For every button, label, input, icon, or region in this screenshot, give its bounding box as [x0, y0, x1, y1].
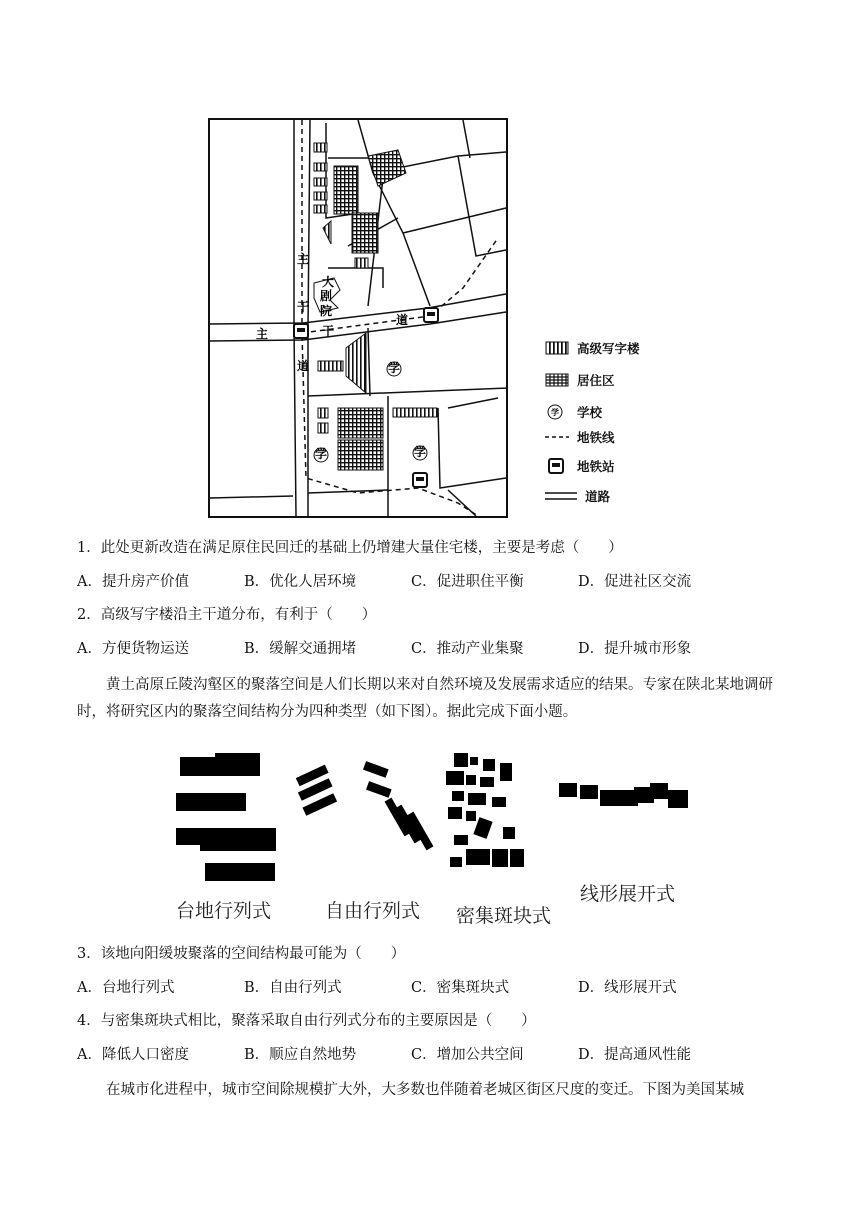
question-1-option-d[interactable]: D．促进社区交流: [578, 574, 692, 590]
svg-text:学: 学: [551, 408, 559, 417]
legend-office-label: 高级写字楼: [577, 341, 640, 356]
legend-subway-line-label: 地铁线: [577, 430, 615, 445]
label-terrace-rows: 台地行列式: [176, 900, 272, 922]
legend-office: [545, 338, 640, 358]
urban-renewal-map: [208, 118, 508, 518]
paragraph-loess-settlement: 黄土高原丘陵沟壑区的聚落空间是人们长期以来对自然环境及发展需求适应的结果。专家在陕北某地调研时，将研究区内的聚落空间结构分为四种类型（如下图）。据此完成下面小题。: [77, 677, 773, 720]
school-symbol-3: 学: [413, 445, 427, 459]
question-2-option-c[interactable]: C．推动产业集聚: [411, 641, 524, 657]
question-3-option-a[interactable]: A．台地行列式: [77, 980, 175, 996]
road-label-dao-v: 道: [296, 359, 310, 373]
school-icon: [545, 404, 569, 420]
office-icon: [545, 341, 569, 355]
label-dense-patches: 密集斑块式: [456, 905, 552, 927]
question-3-stem: 3．该地向阳缓坡聚落的空间结构最可能为（ ）: [77, 946, 406, 962]
question-3-option-d[interactable]: D．线形展开式: [578, 980, 677, 996]
pattern-free-rows: [296, 761, 434, 850]
label-free-rows: 自由行列式: [325, 900, 421, 922]
question-2-option-d[interactable]: D．提升城市形象: [578, 641, 692, 657]
legend-residential-label: 居住区: [577, 373, 615, 388]
paragraph-urbanization: 在城市化进程中，城市空间除规模扩大外，大多数也伴随着老城区街区尺度的变迁。下图为美国某城: [106, 1082, 744, 1098]
theater-label-2: 剧: [319, 289, 333, 303]
road-label-dao-h: 道: [395, 313, 409, 327]
question-2-option-b[interactable]: B．缓解交通拥堵: [244, 641, 357, 657]
subway-line-icon: [545, 430, 569, 444]
road-label-gan-v: 干: [296, 300, 310, 314]
question-1-option-c[interactable]: C．促进职住平衡: [411, 574, 524, 590]
legend-school: [545, 402, 602, 422]
question-2-stem: 2．高级写字楼沿主干道分布，有利于（ ）: [77, 607, 377, 623]
residential-icon: [545, 373, 569, 387]
pattern-dense-patches: [446, 753, 524, 867]
question-4-option-c[interactable]: C．增加公共空间: [411, 1047, 524, 1063]
label-linear-spread: 线形展开式: [580, 883, 676, 905]
legend-subway-station: [545, 456, 615, 476]
question-4-stem: 4．与密集斑块式相比，聚落采取自由行列式分布的主要原因是（ ）: [77, 1013, 536, 1029]
question-4-option-b[interactable]: B．顺应自然地势: [244, 1047, 357, 1063]
theater-label-3: 院: [319, 304, 333, 318]
school-symbol-2: 学: [314, 447, 328, 461]
question-4-option-d[interactable]: D．提高通风性能: [578, 1047, 692, 1063]
legend-school-label: 学校: [577, 405, 603, 420]
road-icon: [545, 489, 577, 503]
legend-subway-line: [545, 427, 615, 447]
question-1-option-b[interactable]: B．优化人居环境: [244, 574, 357, 590]
question-3-option-c[interactable]: C．密集斑块式: [411, 980, 510, 996]
pattern-terrace-rows: [176, 753, 276, 881]
road-label-main-v: 主: [296, 252, 310, 266]
theater-label-1: 大: [321, 275, 335, 289]
subway-station-icon: [545, 458, 569, 474]
question-1-stem: 1．此处更新改造在满足原住民回迁的基础上仍增建大量住宅楼，主要是考虑（ ）: [77, 540, 623, 556]
question-4-option-a[interactable]: A．降低人口密度: [77, 1047, 189, 1063]
legend-residential: [545, 370, 615, 390]
legend-road: [545, 486, 610, 506]
question-2-option-a[interactable]: A．方便货物运送: [77, 641, 189, 657]
legend-road-label: 道路: [585, 489, 611, 504]
legend-subway-station-label: 地铁站: [577, 459, 615, 474]
road-label-gan-h: 干: [321, 324, 335, 338]
question-3-option-b[interactable]: B．自由行列式: [244, 980, 342, 996]
settlement-pattern-figure: [170, 745, 700, 885]
question-1-option-a[interactable]: A．提升房产价值: [77, 574, 189, 590]
pattern-linear-spread: [559, 783, 688, 808]
road-label-main-h: 主: [255, 327, 269, 341]
school-symbol-1: 学: [387, 361, 401, 375]
